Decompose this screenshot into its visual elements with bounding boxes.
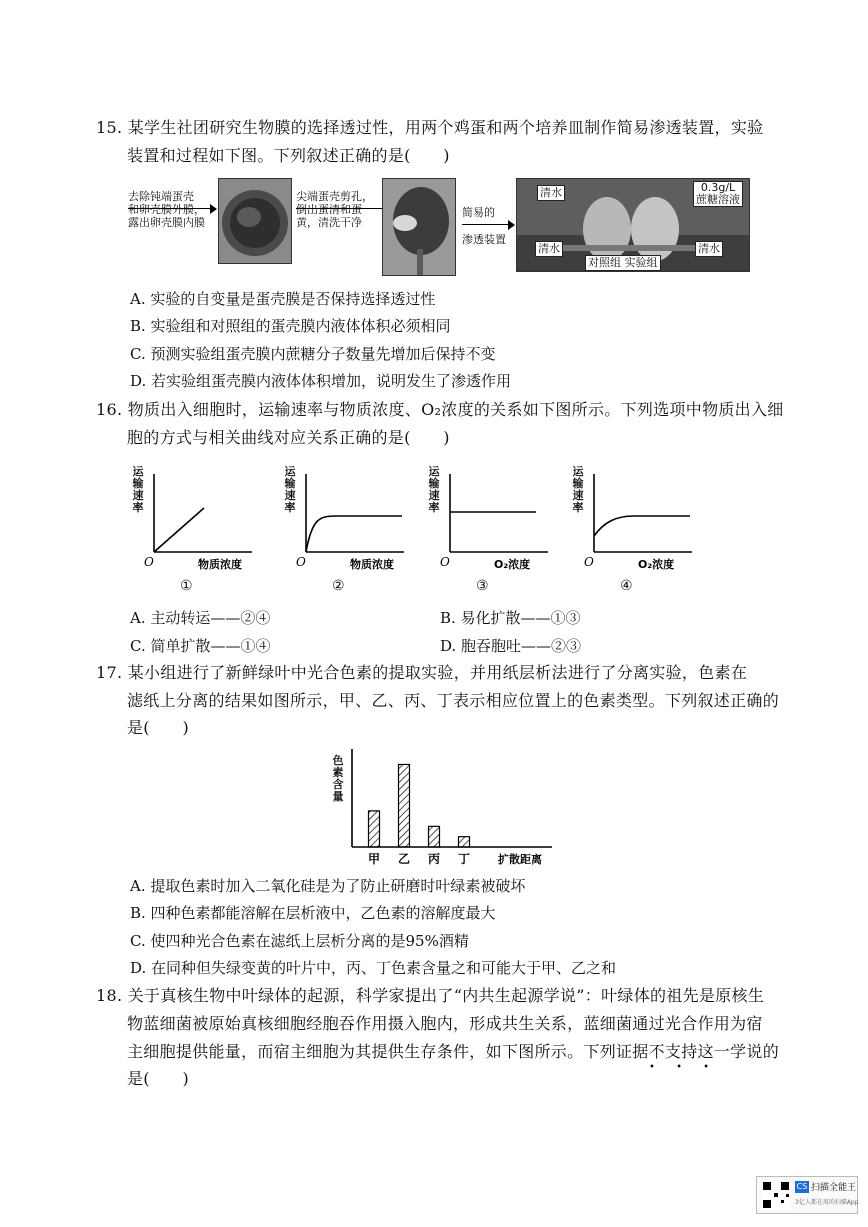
chart-svg xyxy=(128,466,258,576)
q16-option-d: D. 胞吞胞吐——②③ xyxy=(440,637,582,655)
q16-option-b: B. 易化扩散——①③ xyxy=(440,609,581,627)
chart-svg xyxy=(424,466,554,576)
osmosis-device-photo xyxy=(516,178,750,272)
q15-step1-text: 去除钝端蛋壳 和卵壳膜外膜， 露出卵壳膜内膜 xyxy=(128,190,205,229)
chart-x-label: O₂浓度 xyxy=(638,558,675,571)
q18-line-4: 是( ) xyxy=(127,1069,189,1088)
chart-number-label: ③ xyxy=(476,578,489,594)
q16-option-c: C. 简单扩散——①④ xyxy=(130,637,271,655)
egg-photo-2 xyxy=(382,178,456,276)
tag-sucrose: 0.3g/L 蔗糖溶液 xyxy=(693,181,743,207)
chart-y-label: 运输速率 xyxy=(132,465,144,514)
chart-svg xyxy=(280,466,410,576)
q15-arrow-3 xyxy=(462,224,512,225)
data-curve xyxy=(154,508,204,552)
q15-option-c: C. 预测实验组蛋壳膜内蔗糖分子数量先增加后保持不变 xyxy=(130,345,496,363)
scanner-subtitle: 3亿人都在用的扫描App xyxy=(795,1199,859,1206)
bar-丙 xyxy=(429,826,440,847)
egg-photo-1 xyxy=(218,178,292,264)
scanner-watermark xyxy=(756,1176,858,1214)
data-curve xyxy=(306,516,402,552)
chart-number-label: ① xyxy=(180,578,193,594)
q16-line-1: 16. 物质出入细胞时，运输速率与物质浓度、O₂浓度的关系如下图所示。下列选项中物质出入细 xyxy=(96,400,784,419)
bar-category-label: 丁 xyxy=(457,852,471,866)
q16-line-2: 胞的方式与相关曲线对应关系正确的是( ) xyxy=(127,428,450,447)
q17-option-a: A. 提取色素时加入二氧化硅是为了防止研磨时叶绿素被破坏 xyxy=(130,877,526,895)
q17-line-3: 是( ) xyxy=(127,718,189,737)
q15-step2-text: 尖端蛋壳剪孔， 倒出蛋清和蛋 黄，清洗干净 xyxy=(296,190,373,229)
origin-label: O xyxy=(584,555,594,569)
bar-甲 xyxy=(369,811,380,847)
arrow-head-icon xyxy=(210,204,217,214)
tag-groups: 对照组 实验组 xyxy=(585,255,661,271)
chart-x-label: 物质浓度 xyxy=(350,558,394,571)
bar-chart-x-label: 扩散距离 xyxy=(498,853,542,866)
pigment-bar-svg xyxy=(330,745,560,875)
bar-chart-y-label: 色素含量 xyxy=(332,754,344,803)
emphasis-dots: • • • xyxy=(649,1062,719,1073)
bar-丁 xyxy=(459,837,470,847)
q15-option-b: B. 实验组和对照组的蛋壳膜内液体体积必须相同 xyxy=(130,317,451,335)
q15-option-a: A. 实验的自变量是蛋壳膜是否保持选择透过性 xyxy=(130,290,436,308)
tag-water-right: 清水 xyxy=(695,241,723,257)
scanner-brand: 扫描全能王 xyxy=(811,1183,857,1193)
bar-category-label: 乙 xyxy=(397,852,411,866)
tag-water-left: 清水 xyxy=(535,241,563,257)
q17-line-2: 滤纸上分离的结果如图所示，甲、乙、丙、丁表示相应位置上的色素类型。下列叙述正确的 xyxy=(127,691,780,710)
transport-chart-1 xyxy=(128,466,258,596)
tag-water-top: 清水 xyxy=(537,185,565,201)
transport-chart-3 xyxy=(424,466,554,596)
q17-line-1: 17. 某小组进行了新鲜绿叶中光合色素的提取实验，并用纸层析法进行了分离实验，色素在 xyxy=(96,663,748,682)
chart-number-label: ④ xyxy=(620,578,633,594)
transport-chart-4 xyxy=(568,466,698,596)
chart-number-label: ② xyxy=(332,578,345,594)
chart-x-label: O₂浓度 xyxy=(494,558,531,571)
bar-category-label: 甲 xyxy=(367,852,381,866)
chart-y-label: 运输速率 xyxy=(572,465,584,514)
chart-x-label: 物质浓度 xyxy=(198,558,242,571)
cs-logo-icon: CS xyxy=(796,1182,808,1191)
q17-option-d: D. 在同种但失绿变黄的叶片中，丙、丁色素含量之和可能大于甲、乙之和 xyxy=(130,959,617,977)
q18-line-2: 物蓝细菌被原始真核细胞经胞吞作用摄入胞内，形成共生关系，蓝细菌通过光合作用为宿 xyxy=(127,1014,763,1033)
q16-option-a: A. 主动转运——②④ xyxy=(130,609,271,627)
pigment-bar-chart xyxy=(330,745,560,875)
qr-code-icon xyxy=(761,1180,791,1210)
data-curve xyxy=(594,516,690,536)
q18-line-1: 18. 关于真核生物中叶绿体的起源，科学家提出了“内共生起源学说”：叶绿体的祖先是原核生 xyxy=(96,986,765,1005)
q15-line-1: 15. 某学生社团研究生物膜的选择透过性，用两个鸡蛋和两个培养皿制作简易渗透装置，实验 xyxy=(96,118,764,137)
origin-label: O xyxy=(144,555,154,569)
origin-label: O xyxy=(440,555,450,569)
chart-svg xyxy=(568,466,698,576)
chart-y-label: 运输速率 xyxy=(428,465,440,514)
q18-line-3: 主细胞提供能量，而宿主细胞为其提供生存条件，如下图所示。下列证据不支持这一学说的 xyxy=(127,1042,780,1061)
arrow-head-icon xyxy=(508,220,515,230)
bar-乙 xyxy=(399,764,410,847)
chart-y-label: 运输速率 xyxy=(284,465,296,514)
q15-line-2: 装置和过程如下图。下列叙述正确的是( ) xyxy=(127,146,450,165)
transport-chart-2 xyxy=(280,466,410,596)
q17-option-c: C. 使四种光合色素在滤纸上层析分离的是95%酒精 xyxy=(130,932,469,950)
q15-arrow-1 xyxy=(128,208,214,209)
origin-label: O xyxy=(296,555,306,569)
bar-category-label: 丙 xyxy=(427,852,441,866)
q15-figure xyxy=(128,176,758,276)
q17-option-b: B. 四种色素都能溶解在层析液中，乙色素的溶解度最大 xyxy=(130,904,496,922)
q15-step3-text: 简易的 渗透装置 xyxy=(462,206,506,246)
q15-arrow-2 xyxy=(296,208,382,209)
q15-option-d: D. 若实验组蛋壳膜内液体体积增加，说明发生了渗透作用 xyxy=(130,372,512,390)
